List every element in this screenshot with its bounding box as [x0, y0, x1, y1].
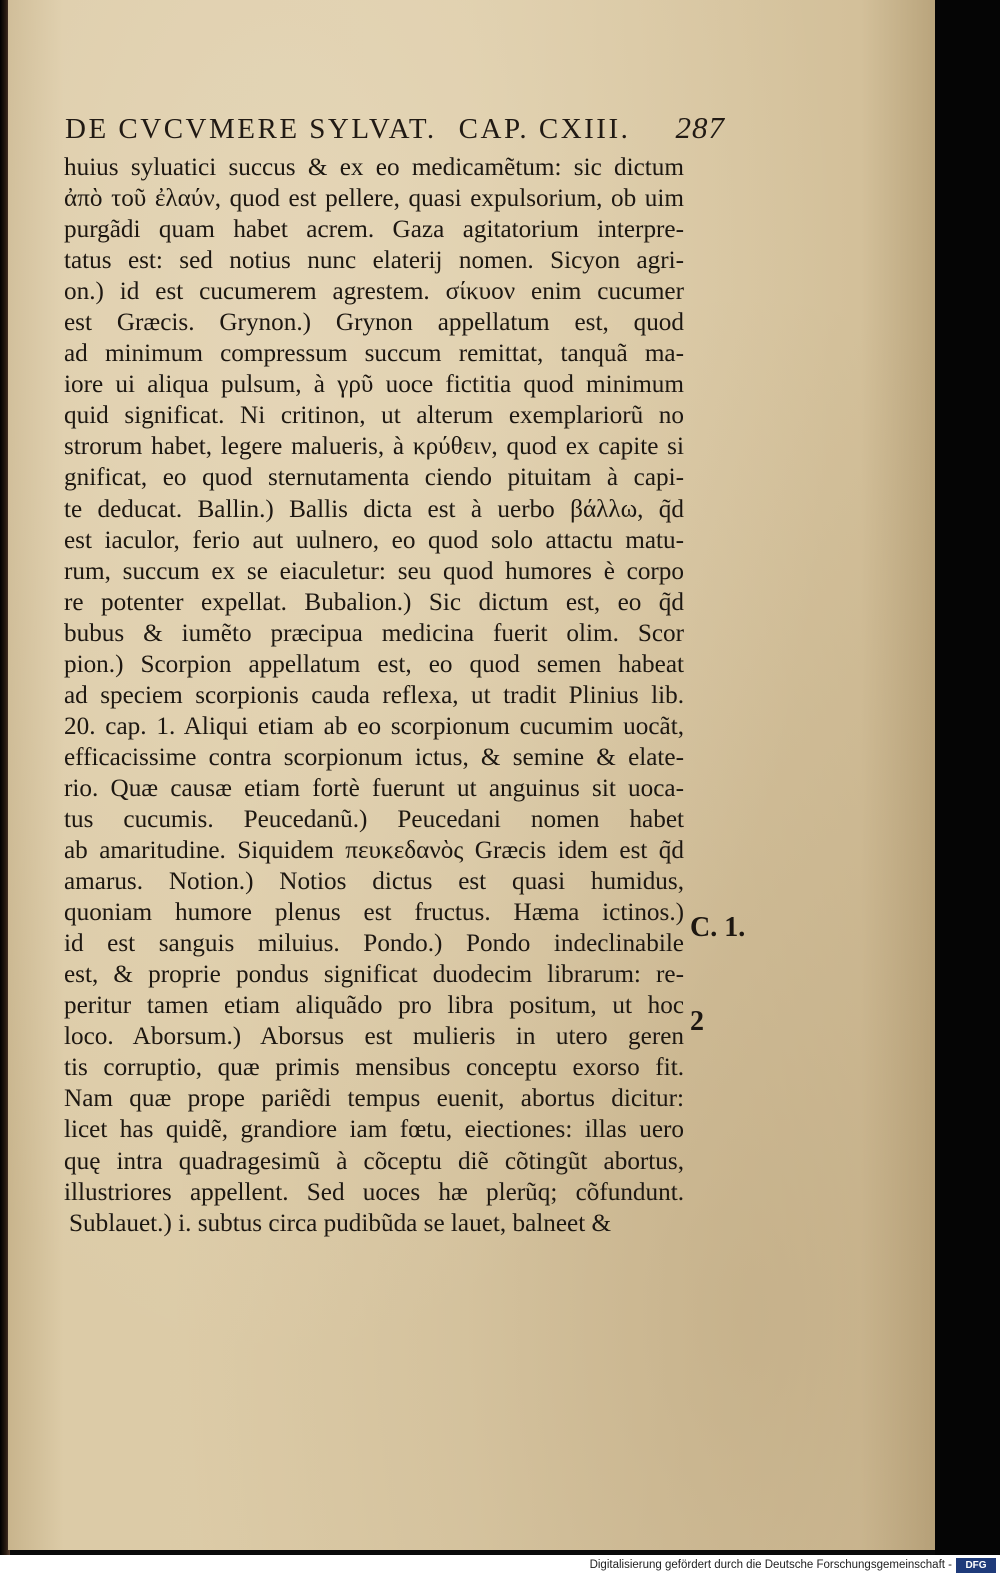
- digitization-footer: [0, 1555, 1000, 1577]
- text-line: te deducat. Ballin.) Ballis dicta est à uerbo βάλλω, q̃d: [64, 495, 684, 523]
- text-line: ad minimum compressum succum remittat, tanquã ma-: [64, 340, 684, 368]
- text-line: Sublauet.) i. subtus circa pudibũda se lauet, balneet &: [69, 1209, 612, 1237]
- text-line: rum, succum ex se eiaculetur: seu quod humores è corpo: [64, 557, 684, 585]
- text-line: tus cucumis. Peucedanũ.) Peucedani nomen habet: [64, 805, 684, 833]
- text-line: ad speciem scorpionis cauda reflexa, ut tradit Plinius lib.: [64, 681, 684, 709]
- text-line: peritur tamen etiam aliquãdo pro libra positum, ut hoc: [64, 992, 684, 1020]
- funding-credit: Digitalisierung gefördert durch die Deutsche Forschungsgemeinschaft -: [589, 1559, 952, 1571]
- text-line: efficacissime contra scorpionum ictus, & semine & elate-: [64, 743, 684, 771]
- text-line: est, & proprie pondus significat duodecim librarum: re-: [64, 961, 684, 989]
- text-line: quid significat. Ni critinon, ut alterum exemplariorũ no: [64, 402, 684, 430]
- margin-note-2: 2: [690, 1006, 704, 1037]
- running-head-chapter: CAP. CXIII.: [458, 113, 631, 145]
- text-line: ἀπὸ τοῦ ἐλαύν, quod est pellere, quasi expulsorium, ob uim: [64, 185, 684, 213]
- text-line: tis corruptio, quæ primis mensibus conceptu exorso fit.: [64, 1054, 684, 1082]
- text-line: bubus & iumẽto præcipua medicina fuerit olim. Scor: [64, 619, 684, 647]
- text-line: tatus est: sed notius nunc elaterij nomen. Sicyon agri-: [64, 247, 684, 275]
- text-line: est iaculor, ferio aut uulnero, eo quod solo attactu matu-: [64, 526, 684, 554]
- text-line: amarus. Notion.) Notios dictus est quasi humidus,: [64, 868, 684, 896]
- text-line: pion.) Scorpion appellatum est, eo quod semen habeat: [64, 650, 684, 678]
- text-line: strorum habet, legere malueris, à κρύθειν, quod ex capite si: [64, 433, 684, 461]
- text-line: huius syluatici succus & ex eo medicamẽtum: sic dictum: [64, 154, 684, 181]
- text-line: 20. cap. 1. Aliqui etiam ab eo scorpionum cucumim uocãt,: [64, 712, 684, 740]
- text-line: illustriores appellent. Sed uoces hæ plerũq; cõfundunt.: [64, 1178, 684, 1206]
- text-line: re potenter expellat. Bubalion.) Sic dictum est, eo q̃d: [64, 588, 684, 616]
- page-number: 287: [675, 110, 725, 145]
- text-line: ab amaritudine. Siquidem πευκεδανὸς Græcis idem est q̃d: [64, 837, 684, 865]
- text-line: iore ui aliqua pulsum, à γρῦ uoce fictitia quod minimum: [64, 371, 684, 399]
- running-head: [65, 110, 725, 150]
- dfg-logo-icon: DFG: [956, 1558, 996, 1573]
- body-text: [64, 152, 684, 1239]
- margin-note-c1: C. 1.: [690, 912, 746, 943]
- text-line: rio. Quæ causæ etiam fortè fuerunt ut anguinus sit uoca-: [64, 774, 684, 802]
- text-line: Nam quæ prope pariẽdi tempus euenit, abortus dicitur:: [64, 1085, 684, 1113]
- text-line: loco. Aborsum.) Aborsus est mulieris in utero geren: [64, 1023, 684, 1051]
- text-line: purgãdi quam habet acrem. Gaza agitatorium interpre-: [64, 216, 684, 244]
- text-line: quoniam humore plenus est fructus. Hæma ictinos.): [64, 899, 684, 927]
- text-line: gnificat, eo quod sternutamenta ciendo pituitam à capi-: [64, 464, 684, 492]
- text-line: on.) id est cucumerem agrestem. σίκυον enim cucumer: [64, 278, 684, 306]
- text-line: id est sanguis miluius. Pondo.) Pondo indeclinabile: [64, 930, 684, 958]
- text-line: quę intra quadragesimũ à cõceptu diẽ cõtingũt abortus,: [64, 1147, 684, 1175]
- text-line: licet has quidẽ, grandiore iam fœtu, eiectiones: illas uero: [64, 1116, 684, 1144]
- running-head-title: DE CVCVMERE SYLVAT.: [65, 113, 437, 145]
- page-background-shadow: [935, 0, 1000, 1555]
- text-line: est Græcis. Grynon.) Grynon appellatum est, quod: [64, 309, 684, 337]
